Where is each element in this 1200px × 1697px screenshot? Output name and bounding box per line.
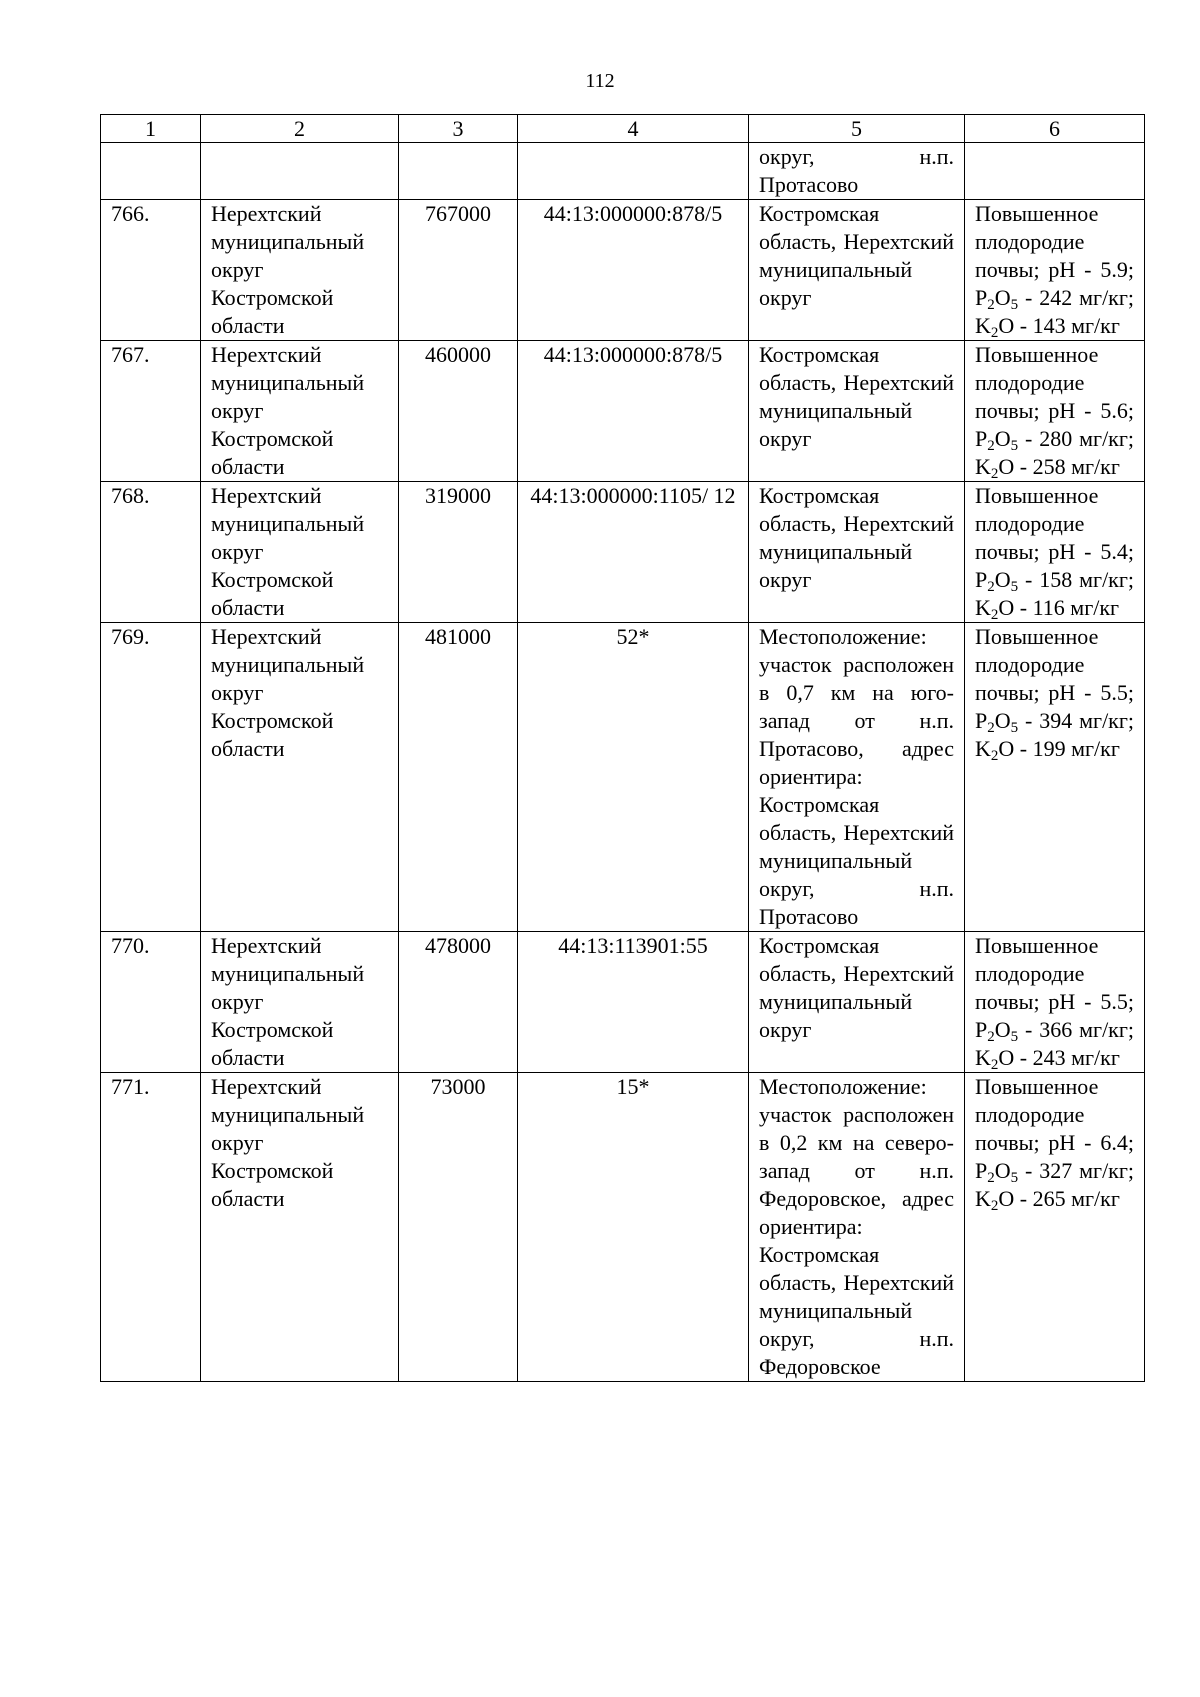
fertility-title: Повышенное плодородие почвы; pH -	[975, 933, 1099, 1014]
k2o-value: 143 мг/кг	[1032, 313, 1120, 338]
k2o-value: 116 мг/кг	[1032, 595, 1120, 620]
fertility-cell: Повышенное плодородие почвы; pH - 5.4; $P_2O_5 - 158$ мг/кг; $K_2O - 116$ мг/кг	[965, 482, 1145, 623]
k2o-value: 243 мг/кг	[1032, 1045, 1120, 1070]
unit-label: мг/кг;	[1079, 708, 1135, 733]
row-number: 766.	[101, 200, 201, 341]
fertility-title: Повышенное плодородие почвы; pH -	[975, 342, 1099, 423]
column-header: 4	[518, 115, 749, 143]
location-continuation: Протасово	[759, 172, 859, 197]
ph-value: 5.9	[1100, 257, 1128, 282]
p2o5-value: 327	[1039, 1158, 1073, 1183]
location-cell: Костромская область, Нерехтский муниципальный округ	[749, 482, 965, 623]
area-cell: 460000	[399, 341, 518, 482]
column-header: 2	[201, 115, 399, 143]
ph-value: 5.4	[1100, 539, 1128, 564]
unit-label: мг/кг;	[1079, 1017, 1135, 1042]
district-cell: Нерехтский муниципальный округ Костромской области	[201, 932, 399, 1073]
location-cell: Костромская область, Нерехтский муниципальный округ	[749, 200, 965, 341]
fertility-cell: Повышенное плодородие почвы; pH - 6.4; $P_2O_5 - 327$ мг/кг; $K_2O - 265$ мг/кг	[965, 1073, 1145, 1382]
fertility-cell: Повышенное плодородие почвы; pH - 5.5; $P_2O_5 - 394$ мг/кг; $K_2O - 199$ мг/кг	[965, 623, 1145, 932]
k2o-value: 265 мг/кг	[1032, 1186, 1120, 1211]
area-cell: 73000	[399, 1073, 518, 1382]
k2o-value: 199 мг/кг	[1032, 736, 1120, 761]
table-row	[101, 200, 1145, 341]
unit-label: мг/кг;	[1079, 1158, 1135, 1183]
column-header: 5	[749, 115, 965, 143]
location-cell: Костромская область, Нерехтский муниципальный округ	[749, 341, 965, 482]
table-row	[101, 1073, 1145, 1382]
ph-value: 5.5	[1100, 989, 1128, 1014]
location-cell: Местоположение: участок расположен в 0,2 км на северо-запад от н.п. Федоровское, адрес ориентира: Костромская область, Нерехтский муниципальный округ, н.п. Федоровское	[749, 1073, 965, 1382]
district-cell: Нерехтский муниципальный округ Костромской области	[201, 341, 399, 482]
ph-value: 5.5	[1100, 680, 1128, 705]
cadastral-number-cell: 44:13:000000:878/5	[518, 200, 749, 341]
unit-label: мг/кг;	[1079, 285, 1135, 310]
table-row	[101, 932, 1145, 1073]
row-number: 768.	[101, 482, 201, 623]
row-number: 770.	[101, 932, 201, 1073]
k2o-value: 258 мг/кг	[1032, 454, 1120, 479]
district-cell: Нерехтский муниципальный округ Костромской области	[201, 482, 399, 623]
district-cell: Нерехтский муниципальный округ Костромской области	[201, 623, 399, 932]
p2o5-value: 280	[1039, 426, 1073, 451]
row-number: 767.	[101, 341, 201, 482]
area-cell: 478000	[399, 932, 518, 1073]
column-number-row	[101, 115, 1145, 143]
district-cell: Нерехтский муниципальный округ Костромской области	[201, 1073, 399, 1382]
location-cell: Местоположение: участок расположен в 0,7 км на юго-запад от н.п. Протасово, адрес ориентира: Костромская область, Нерехтский муниципальный округ, н.п. Протасово	[749, 623, 965, 932]
district-cell: Нерехтский муниципальный округ Костромской области	[201, 200, 399, 341]
area-cell: 767000	[399, 200, 518, 341]
ph-value: 6.4	[1100, 1130, 1128, 1155]
ph-value: 5.6	[1100, 398, 1128, 423]
unit-label: мг/кг;	[1079, 426, 1135, 451]
table-row	[101, 623, 1145, 932]
cadastral-number-cell: 44:13:000000:878/5	[518, 341, 749, 482]
column-header: 3	[399, 115, 518, 143]
location-continuation: округ, н.п.	[759, 144, 954, 169]
p2o5-value: 158	[1039, 567, 1073, 592]
cadastral-number-cell: 44:13:000000:1105/ 12	[518, 482, 749, 623]
fertility-cell: Повышенное плодородие почвы; pH - 5.9; $P_2O_5 - 242$ мг/кг; $K_2O - 143$ мг/кг	[965, 200, 1145, 341]
land-plots-table	[100, 114, 1145, 1382]
area-cell: 319000	[399, 482, 518, 623]
column-header: 6	[965, 115, 1145, 143]
fertility-cell: Повышенное плодородие почвы; pH - 5.6; $P_2O_5 - 280$ мг/кг; $K_2O - 258$ мг/кг	[965, 341, 1145, 482]
row-number: 769.	[101, 623, 201, 932]
cadastral-number-cell: 52*	[518, 623, 749, 932]
location-cell	[749, 143, 965, 200]
location-cell: Костромская область, Нерехтский муниципальный округ	[749, 932, 965, 1073]
row-number: 771.	[101, 1073, 201, 1382]
cadastral-number-cell: 15*	[518, 1073, 749, 1382]
table-row	[101, 341, 1145, 482]
table-row	[101, 482, 1145, 623]
fertility-title: Повышенное плодородие почвы; pH -	[975, 624, 1099, 705]
column-header: 1	[101, 115, 201, 143]
fertility-title: Повышенное плодородие почвы; pH -	[975, 1074, 1099, 1155]
continuation-row	[101, 143, 1145, 200]
fertility-cell: Повышенное плодородие почвы; pH - 5.5; $P_2O_5 - 366$ мг/кг; $K_2O - 243$ мг/кг	[965, 932, 1145, 1073]
p2o5-value: 366	[1039, 1017, 1073, 1042]
p2o5-value: 394	[1039, 708, 1073, 733]
fertility-title: Повышенное плодородие почвы; pH -	[975, 483, 1099, 564]
p2o5-value: 242	[1039, 285, 1073, 310]
fertility-title: Повышенное плодородие почвы; pH -	[975, 201, 1099, 282]
unit-label: мг/кг;	[1079, 567, 1135, 592]
area-cell: 481000	[399, 623, 518, 932]
page-number: 112	[585, 70, 615, 92]
cadastral-number-cell: 44:13:113901:55	[518, 932, 749, 1073]
